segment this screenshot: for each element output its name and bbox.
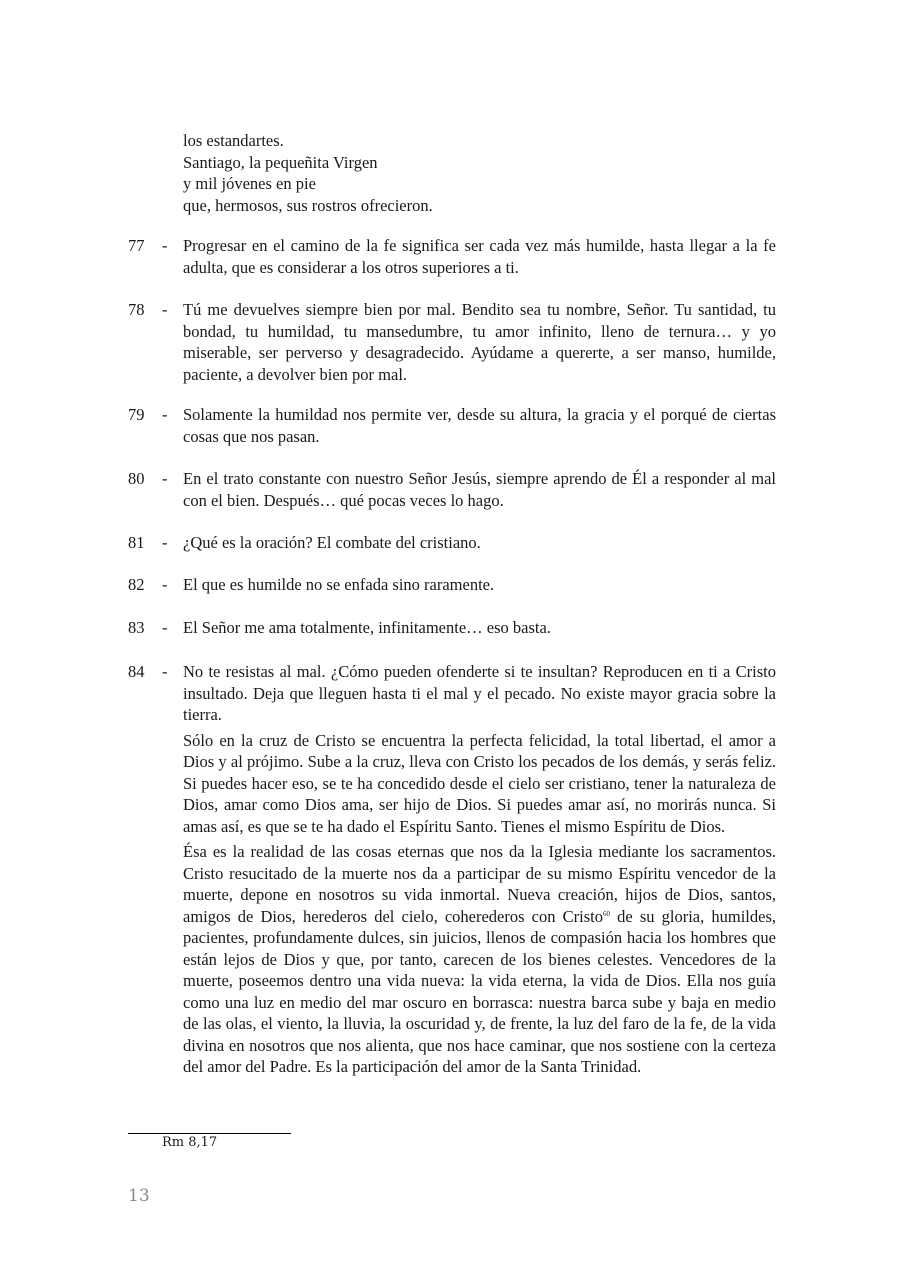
entry-77 (128, 235, 776, 278)
entry-text: El Señor me ama totalmente, infinitamente… eso basta. (183, 618, 551, 637)
entry-text: ¿Qué es la oración? El combate del cristiano. (183, 533, 481, 552)
footnote: Rm 8,17 (162, 1135, 218, 1150)
entry-dash: - (162, 533, 168, 552)
entry-dash: - (162, 405, 168, 424)
entry-number: 79 (128, 405, 145, 424)
entry-text: Solamente la humildad nos permite ver, desde su altura, la gracia y el porqué de ciertas cosas que nos pasan. (183, 405, 776, 446)
entry-paragraph: No te resistas al mal. ¿Cómo pueden ofenderte si te insultan? Reproducen en ti a Cristo insultado. Deja que lleguen hasta ti el mal y el pecado. No existe mayor gracia sobre la tierra. (183, 662, 776, 724)
entry-number: 82 (128, 575, 145, 594)
poem-fragment (183, 130, 433, 216)
footnote-reference[interactable]: 60 (602, 909, 610, 918)
entry-text: El que es humilde no se enfada sino raramente. (183, 575, 495, 594)
footnote-separator (128, 1133, 291, 1134)
poem-line: y mil jóvenes en pie (183, 174, 316, 193)
entry-number: 80 (128, 469, 145, 488)
entry-84 (128, 661, 776, 1078)
entry-text: Progresar en el camino de la fe significa ser cada vez más humilde, hasta llegar a la fe adulta, que es considerar a los otros superiores a ti. (183, 236, 776, 277)
entry-number: 84 (128, 662, 145, 681)
entry-79 (128, 404, 776, 447)
paragraph-text: Ésa es la realidad de las cosas eternas que nos da la Iglesia mediante los sacramentos. Cristo resucitado de la muerte nos da a participar de su mismo Espíritu vencedor de la muerte, depone en nosotros su vida inmortal. Nueva creación, hijos de Dios, santos, amigos de Dios, herederos del cielo, coherederos con Cristo (183, 842, 776, 926)
poem-line: Santiago, la pequeñita Virgen (183, 152, 378, 172)
entry-dash: - (162, 662, 168, 681)
entry-text: En el trato constante con nuestro Señor Jesús, siempre aprendo de Él a responder al mal con el bien. Después… qué pocas veces lo hago. (183, 469, 776, 510)
entry-paragraph: Sólo en la cruz de Cristo se encuentra la perfecta felicidad, la total libertad, el amor a Dios y al prójimo. Sube a la cruz, lleva con Cristo los pecados de los demás, y serás feliz. Si puedes hacer eso, se te ha concedido desde el cielo ser cristiano, tener la naturaleza de Dios, amar como Dios ama, ser hijo de Dios. Si puedes amar así, no morirás nunca. Si amas así, es que se te ha dado el Espíritu Santo. Tienes el mismo Espíritu de Dios. (183, 730, 776, 836)
poem-line: los estandartes. (183, 131, 284, 150)
entry-80 (128, 468, 776, 511)
page-number: 13 (128, 1186, 150, 1206)
entry-dash: - (162, 469, 168, 488)
poem-line: que, hermosos, sus rostros ofrecieron. (183, 195, 433, 215)
entry-text: Tú me devuelves siempre bien por mal. Bendito sea tu nombre, Señor. Tu santidad, tu bondad, tu humildad, tu mansedumbre, tu amor infinito, lleno de ternura… y yo miserable, ser perverso y desagradecido. Ayúdame a quererte, a ser manso, humilde, paciente, a devolver bien por mal. (183, 300, 776, 384)
entry-number: 77 (128, 236, 145, 255)
entry-dash: - (162, 618, 168, 637)
entry-83 (128, 617, 776, 639)
entry-81 (128, 532, 776, 554)
entry-78 (128, 299, 776, 385)
entry-number: 81 (128, 533, 145, 552)
entry-number: 78 (128, 300, 145, 319)
entry-number: 83 (128, 618, 145, 637)
entry-dash: - (162, 236, 168, 255)
paragraph-text: de su gloria, humildes, pacientes, profundamente dulces, sin juicios, llenos de compasión hacia los hombres que están lejos de Dios y que, por tanto, carecen de los bienes celestes. Vencedores de la muerte, poseemos dentro una vida nueva: la vida eterna, la vida de Dios. Ella nos guía como una luz en medio del mar oscuro en borrasca: nuestra barca sube y baja en medio de las olas, el viento, la lluvia, la oscuridad y, de frente, la luz del faro de la fe, de la vida divina en nosotros que nos alienta, que nos hace caminar, que nos sostiene con la certeza del amor del Padre. Es la participación del amor de la Santa Trinidad. (183, 906, 776, 1076)
entry-82 (128, 574, 776, 596)
entry-dash: - (162, 300, 168, 319)
entry-dash: - (162, 575, 168, 594)
entry-paragraph (183, 841, 776, 1078)
